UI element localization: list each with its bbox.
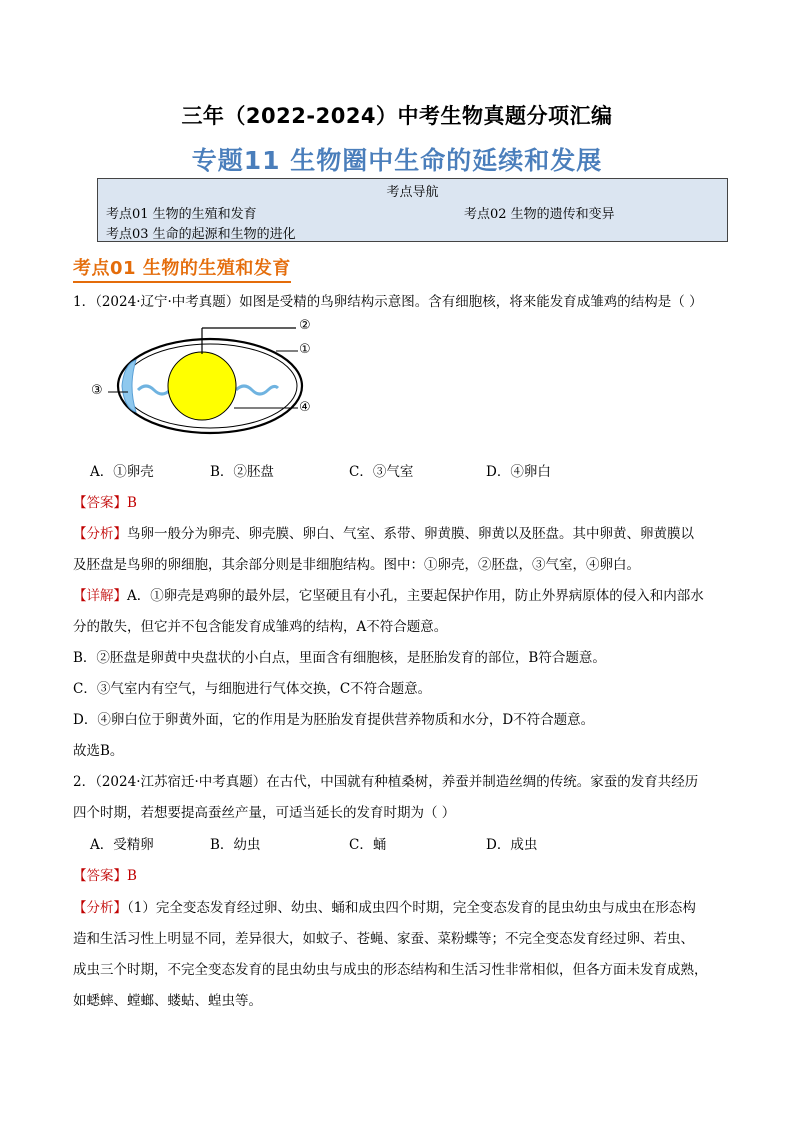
answer-value: B: [127, 868, 137, 884]
q1-option-d: D．④卵白: [486, 464, 551, 480]
analysis-text: 鸟卵一般分为卵壳、卵壳膜、卵白、气室、系带、卵黄膜、卵黄以及胚盘。其中卵黄、卵黄膜以: [127, 526, 694, 542]
detail-text: A．①卵壳是鸡卵的最外层，它坚硬且有小孔，主要起保护作用，防止外界病原体的侵入和内部水: [127, 588, 704, 604]
nav-item-02[interactable]: 考点02 生物的遗传和变异: [464, 207, 615, 222]
q1-detail-line-1: [73, 584, 704, 604]
analysis-tag: 【分析】: [73, 900, 127, 916]
q1-analysis-line-2: 及胚盘是鸟卵的卵细胞，其余部分则是非细胞结构。图中：①卵壳，②胚盘，③气室，④卵白。: [73, 557, 640, 573]
label-1: ①: [299, 342, 311, 357]
q2-analysis-line-3: 成虫三个时期，不完全变态发育的昆虫幼虫与成虫的形态结构和生活习性非常相似，但各方面未发育成熟，: [73, 962, 708, 978]
q1-option-c: C．③气室: [349, 464, 414, 480]
nav-item-01[interactable]: 考点01 生物的生殖和发育: [106, 207, 257, 222]
answer-tag: 【答案】: [73, 495, 127, 511]
q2-stem-line-1: 2．（2024·江苏宿迁·中考真题）在古代，中国就有种植桑树，养蚕并制造丝绸的传统。家蚕的发育共经历: [73, 774, 699, 790]
answer-value: B: [127, 495, 137, 511]
q2-analysis-line-4: 如蟋蟀、螳螂、蝼蛄、蝗虫等。: [73, 993, 262, 1009]
topic-title: 专题11 生物圈中生命的延续和发展: [191, 146, 603, 175]
section-heading: 考点01 生物的生殖和发育: [73, 254, 291, 283]
topic-navigation-box: [97, 178, 728, 242]
label-2: ②: [299, 318, 311, 333]
nav-heading: 考点导航: [386, 185, 439, 200]
q2-answer: [73, 864, 137, 884]
q1-stem: 1．（2024·辽宁·中考真题）如图是受精的鸟卵结构示意图。含有细胞核，将来能发育成雏鸡的结构是（ ）: [73, 294, 703, 310]
q2-analysis-line-1: [73, 896, 696, 916]
q1-option-a: A．①卵壳: [90, 464, 154, 480]
q1-detail-line-4: C．③气室内有空气，与细胞进行气体交换，C不符合题意。: [73, 681, 432, 697]
q1-analysis-line-1: [73, 522, 694, 542]
q2-stem-line-2: 四个时期，若想要提高蚕丝产量，可适当延长的发育时期为（ ）: [73, 805, 456, 821]
page-title: 三年（2022-2024）中考生物真题分项汇编: [181, 104, 613, 128]
q1-conclusion: 故选B。: [73, 743, 124, 759]
yolk: [168, 352, 236, 420]
analysis-text: （1）完全变态发育经过卵、幼虫、蛹和成虫四个时期，完全变态发育的昆虫幼虫与成虫在形态构: [127, 900, 696, 916]
q1-answer: [73, 491, 137, 511]
label-4: ④: [299, 400, 311, 415]
nav-item-03[interactable]: 考点03 生命的起源和生物的进化: [106, 227, 296, 242]
answer-tag: 【答案】: [73, 868, 127, 884]
q2-option-c: C．蛹: [349, 837, 387, 853]
q2-analysis-line-2: 造和生活习性上明显不同，差异很大，如蚊子、苍蝇、家蚕、菜粉蝶等；不完全变态发育经过卵、若虫、: [73, 931, 694, 947]
q1-option-b: B．②胚盘: [210, 464, 274, 480]
q1-detail-line-2: 分的散失，但它并不包含能发育成雏鸡的结构，A不符合题意。: [73, 619, 448, 635]
q2-option-d: D．成虫: [486, 837, 538, 853]
q2-option-b: B．幼虫: [210, 837, 261, 853]
label-3: ③: [91, 383, 103, 398]
q2-option-a: A．受精卵: [90, 837, 154, 853]
q1-detail-line-5: D．④卵白位于卵黄外面，它的作用是为胚胎发育提供营养物质和水分，D不符合题意。: [73, 712, 595, 728]
analysis-tag: 【分析】: [73, 526, 127, 542]
detail-tag: 【详解】: [73, 588, 127, 604]
q1-detail-line-3: B．②胚盘是卵黄中央盘状的小白点，里面含有细胞核，是胚胎发育的部位，B符合题意。: [73, 650, 606, 666]
egg-structure-diagram: [84, 318, 334, 438]
